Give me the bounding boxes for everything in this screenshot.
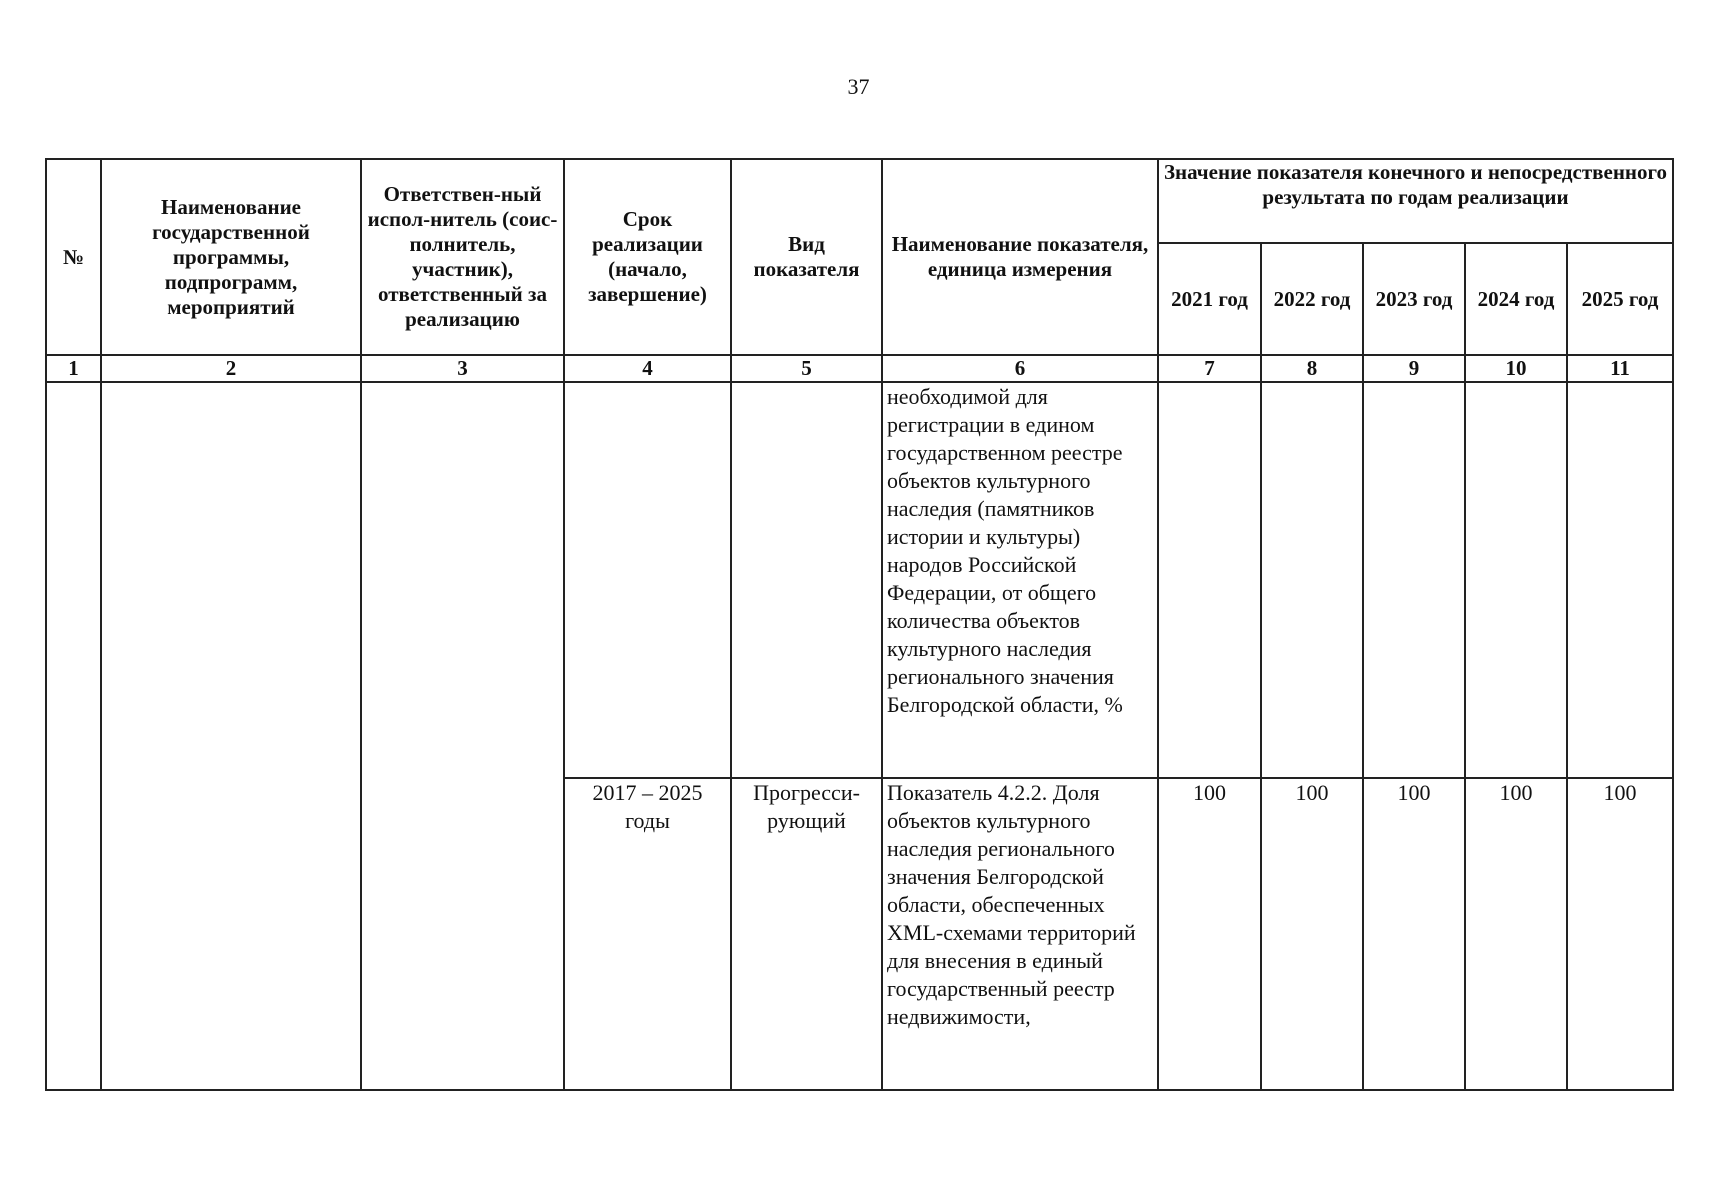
column-numbers-row [46, 355, 1673, 382]
cell-responsible [361, 382, 564, 1090]
header-indicator-name: Наименование показателя, единица измерения [882, 159, 1158, 355]
cell-no [46, 382, 101, 1090]
header-indicator-type: Вид показателя [731, 159, 882, 355]
cell-value-2023 [1363, 382, 1465, 778]
header-year-2023: 2023 год [1363, 243, 1465, 355]
cell-term [564, 382, 731, 778]
header-responsible: Ответствен-ный испол-нитель (соис-полнитель, участник), ответственный за реализацию [361, 159, 564, 355]
column-number: 2 [101, 355, 361, 382]
cell-value-2022 [1261, 382, 1363, 778]
column-number: 9 [1363, 355, 1465, 382]
column-number: 1 [46, 355, 101, 382]
header-year-2022: 2022 год [1261, 243, 1363, 355]
column-number: 8 [1261, 355, 1363, 382]
column-number: 11 [1567, 355, 1673, 382]
cell-value-2025 [1567, 382, 1673, 778]
cell-value-2023: 100 [1363, 778, 1465, 1090]
column-number: 6 [882, 355, 1158, 382]
cell-value-2021 [1158, 382, 1261, 778]
cell-value-2025: 100 [1567, 778, 1673, 1090]
cell-program-name [101, 382, 361, 1090]
cell-value-2024 [1465, 382, 1567, 778]
column-number: 10 [1465, 355, 1567, 382]
header-no: № [46, 159, 101, 355]
column-number: 3 [361, 355, 564, 382]
column-number: 5 [731, 355, 882, 382]
cell-indicator-type [731, 382, 882, 778]
header-term: Срок реализации (начало, завершение) [564, 159, 731, 355]
cell-indicator-type: Прогресси-рующий [731, 778, 882, 1090]
cell-indicator-name: Показатель 4.2.2. Доля объектов культурного наследия регионального значения Белгородской области, обеспеченных XML-схемами территорий для внесения в единый государственный реестр недвижимости, [882, 778, 1158, 1090]
cell-value-2024: 100 [1465, 778, 1567, 1090]
header-year-2021: 2021 год [1158, 243, 1261, 355]
cell-value-2021: 100 [1158, 778, 1261, 1090]
indicators-table [45, 158, 1674, 1091]
cell-value-2022: 100 [1261, 778, 1363, 1090]
column-number: 7 [1158, 355, 1261, 382]
header-values-group: Значение показателя конечного и непосредственного результата по годам реализации [1158, 159, 1673, 243]
column-number: 4 [564, 355, 731, 382]
cell-term: 2017 – 2025 годы [564, 778, 731, 1090]
header-program-name: Наименование государственной программы, подпрограмм, мероприятий [101, 159, 361, 355]
table-row [46, 382, 1673, 778]
header-year-2025: 2025 год [1567, 243, 1673, 355]
cell-indicator-name: необходимой для регистрации в едином государственном реестре объектов культурного наследия (памятников истории и культуры) народов Российской Федерации, от общего количества объектов культурного наследия регионального значения Белгородской области, % [882, 382, 1158, 778]
header-year-2024: 2024 год [1465, 243, 1567, 355]
page-number: 37 [847, 74, 870, 99]
